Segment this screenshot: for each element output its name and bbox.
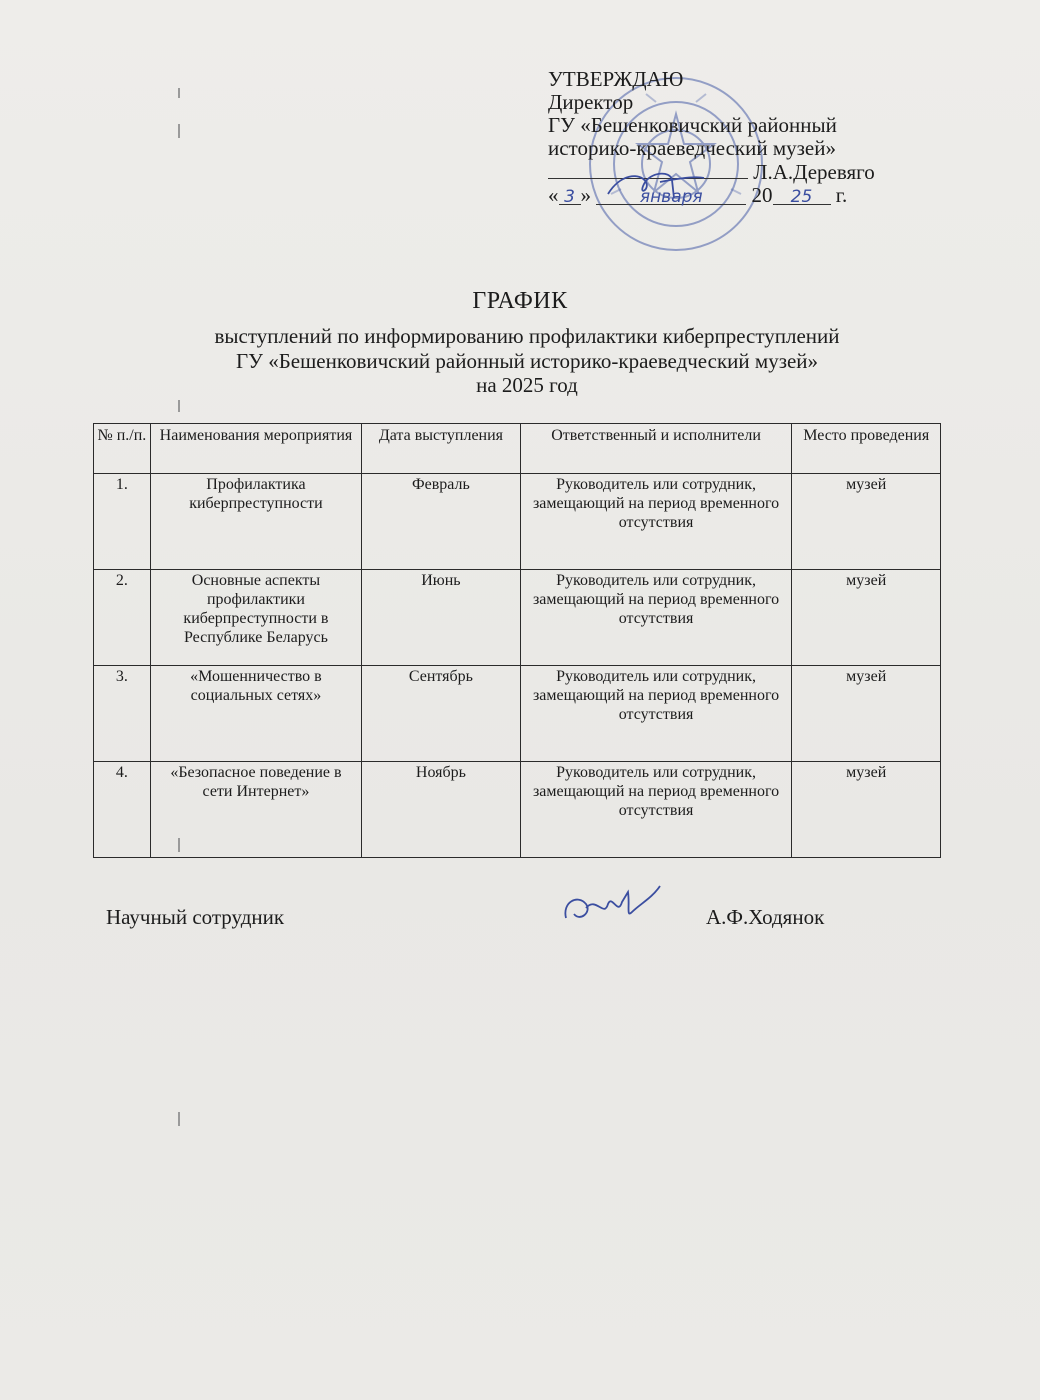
table-row [94,474,941,570]
cell-event-name: Профилактика киберпреступности [150,474,361,570]
cell-location: музей [792,570,941,666]
date-close-quote: » [580,183,591,207]
cell-number: 2. [94,570,151,666]
header-date: Дата выступления [362,424,521,474]
binder-mark [178,124,180,138]
table-row [94,666,941,762]
date-open-quote: « [548,183,559,207]
director-signature [600,164,710,204]
header-responsible: Ответственный и исполнители [520,424,792,474]
year-suffix: 25 [773,186,831,205]
header-event-name: Наименования мероприятия [150,424,361,474]
cell-number: 1. [94,474,151,570]
header-number: № п./п. [94,424,151,474]
table-row [94,570,941,666]
cell-date: Июнь [362,570,521,666]
cell-number: 4. [94,762,151,858]
subtitle-line2: ГУ «Бешенковичский районный историко-краеведческий музей» [235,349,819,373]
binder-mark [178,400,180,412]
schedule-table [93,423,941,858]
binder-mark [178,1112,180,1126]
director-name: Л.А.Деревяго [753,160,875,184]
signer-position: Научный сотрудник [106,905,285,929]
org-name-line1: ГУ «Бешенковичский районный [548,113,837,137]
cell-date: Ноябрь [362,762,521,858]
header-location: Место проведения [792,424,941,474]
cell-responsible: Руководитель или сотрудник, замещающий на период временного отсутствия [520,666,792,762]
cell-event-name: «Безопасное поведение в сети Интернет» [150,762,361,858]
signer-signature [556,878,666,938]
director-position: Директор [548,90,634,114]
cell-responsible: Руководитель или сотрудник, замещающий на период временного отсутствия [520,474,792,570]
cell-responsible: Руководитель или сотрудник, замещающий на период временного отсутствия [520,762,792,858]
approval-label: УТВЕРЖДАЮ [548,67,684,91]
date-month: января [596,186,746,205]
date-day: 3 [559,186,581,205]
cell-event-name: Основные аспекты профилактики киберпреступности в Республике Беларусь [150,570,361,666]
cell-location: музей [792,666,941,762]
cell-event-name: «Мошенничество в социальных сетях» [150,666,361,762]
cell-date: Февраль [362,474,521,570]
cell-location: музей [792,474,941,570]
org-name-line2: историко-краеведческий музей» [548,136,836,160]
year-unit: г. [835,183,848,207]
subtitle-line1: выступлений по информированию профилактики киберпреступлений [214,324,840,348]
signer-name: А.Ф.Ходянок [706,905,825,929]
document-title: ГРАФИК [472,288,568,314]
cell-responsible: Руководитель или сотрудник, замещающий на период временного отсутствия [520,570,792,666]
cell-location: музей [792,762,941,858]
year-prefix: 20 [751,183,773,207]
subtitle-line3: на 2025 год [476,373,578,397]
cell-number: 3. [94,666,151,762]
table-row [94,762,941,858]
table-header-row [94,424,941,474]
binder-mark [178,88,180,98]
cell-date: Сентябрь [362,666,521,762]
